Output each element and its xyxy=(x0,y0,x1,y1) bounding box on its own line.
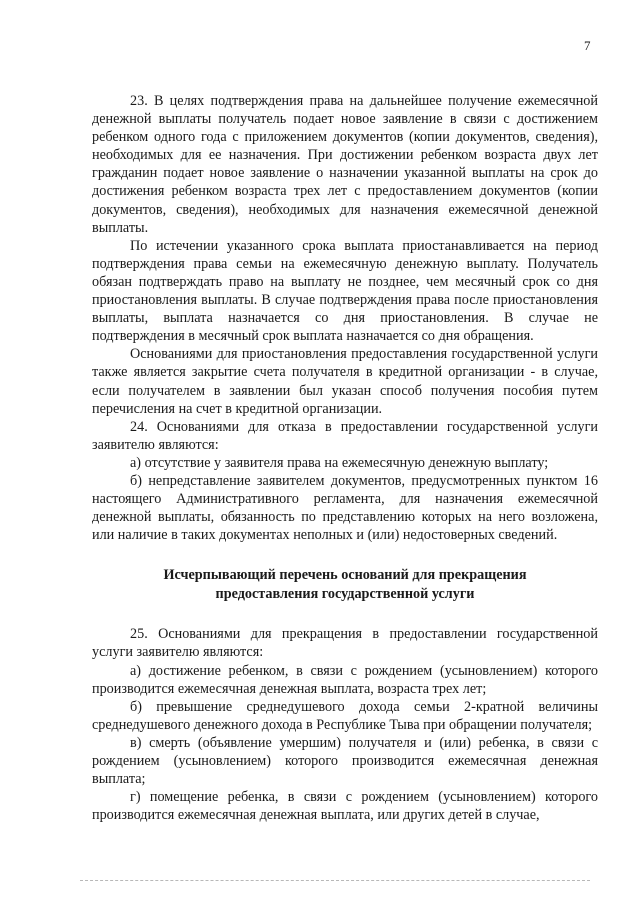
paragraph-24: 24. Основаниями для отказа в предоставлении государственной услуги заявителю являются: xyxy=(92,418,598,453)
document-body xyxy=(92,92,598,824)
paragraph-25c: в) смерть (объявление умершим) получателя и (или) ребенка, в связи с рождением (усыновлением) которого производится ежемесячная денежная выплата; xyxy=(92,734,598,788)
page-number: 7 xyxy=(584,38,591,53)
scan-edge-divider xyxy=(80,880,590,881)
paragraph-25d: г) помещение ребенка, в связи с рождением (усыновлением) которого производится ежемесячная денежная выплата, или других детей в случае, xyxy=(92,789,598,824)
paragraph-24a: а) отсутствие у заявителя права на ежемесячную денежную выплату; xyxy=(130,454,549,471)
paragraph-suspension-period: По истечении указанного срока выплата приостанавливается на период подтверждения права семьи на ежемесячную денежную выплату. Получатель обязан подтверждать право на выплату не позднее, чем месячный срок со дня приостановления выплаты. В случае подтверждения права после приостановления выплаты, выплата назначается со дня приостановления. В случае не подтверждения в месячный срок выплата назначается со дня обращения. xyxy=(92,237,598,345)
paragraph-25b: б) превышение среднедушевого дохода семьи 2-кратной величины среднедушевого денежного дохода в Республике Тыва при обращении получателя; xyxy=(92,698,598,733)
paragraph-25: 25. Основаниями для прекращения в предоставлении государственной услуги заявителю являются: xyxy=(92,626,598,661)
paragraph-25a: а) достижение ребенком, в связи с рождением (усыновлением) которого производится ежемесячная денежная выплата, возраста трех лет; xyxy=(92,662,598,697)
paragraph-23: 23. В целях подтверждения права на дальнейшее получение ежемесячной денежной выплаты получатель подает новое заявление в связи с достижением ребенком одного года с приложением документов (копии документов, сведения), необходимых для ее назначения. При достижении ребенком возраста двух лет гражданин подает новое заявление о назначении указанной выплаты на срок до достижения ребенком возраста трех лет с предоставлением документов (копии документов, сведения), необходимых для назначения ежемесячной денежной выплаты. xyxy=(92,93,598,236)
section-heading: Исчерпывающий перечень оснований для прекращения предоставления государственной услуги xyxy=(163,567,527,602)
paragraph-24b: б) непредставление заявителем документов, предусмотренных пунктом 16 настоящего Административного регламента, для назначения ежемесячной денежной выплаты, обязанность по представлению которых на него возложена, или наличие в таких документах неполных и (или) недостоверных сведений. xyxy=(92,472,598,544)
paragraph-suspension-grounds: Основаниями для приостановления предоставления государственной услуги также является закрытие счета получателя в кредитной организации - в случае, если получателем в заявлении был указан способ получения пособия путем перечисления на счет в кредитной организации. xyxy=(92,346,598,417)
